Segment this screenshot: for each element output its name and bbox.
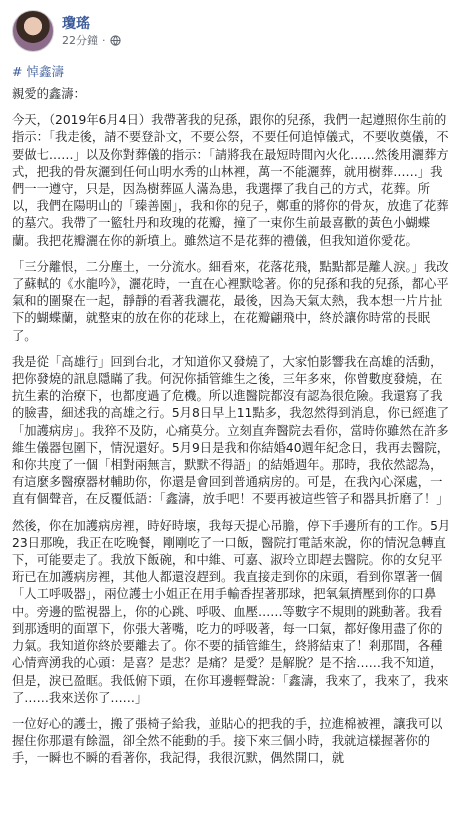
post-body	[12, 86, 454, 777]
paragraph: 一位好心的護士，搬了張椅子給我，並貼心的把我的手，拉進棉被裡，讓我可以握住你那還有餘溫，卻全然不能動的手。接下來三個小時，我就這樣握著你的手，一瞬也不瞬的看著你，我記得，我很沉默，偶然開口，就	[12, 716, 443, 766]
paragraph: 我是從「高雄行」回到台北，才知道你又發燒了，大家怕影響我在高雄的活動，把你發燒的訊息隱瞞了我。何況你插管維生之後，三年多來，你曾數度發燒，在抗生素的治療下，也都度過了危機。所以進醫院都沒有認為很危險。我還寫了我的臉書，細述我的高雄之行。5月8日早上11點多，我忽然得到消息，你已經進了「加護病房」。我猝不及防，心痛莫分。立刻直奔醫院去看你，當時你雖然在許多維生儀器包圍下，情況還好。5月9日是我和你結婚40週年紀念日，我再去醫院，和你共度了一個「相對兩無言，默默不得語」的結婚週年。那時，我依然認為，有這麼多醫療器材輔助你，你還是會回到普通病房的。可是，在我內心深處，一直有個聲音，在反覆低語：「鑫濤，放手吧！不要再被這些管子和器具折磨了！」	[12, 354, 450, 507]
post-meta	[62, 32, 121, 48]
paragraph: 然後，你在加護病房裡，時好時壞，我每天提心吊膽，停下手邊所有的工作。5月23日那晚，我正在吃晚餐，剛剛吃了一口飯，醫院打電話來說，你的情況急轉直下，可能要走了。我放下飯碗，和中維、可嘉、淑玲立即趕去醫院。你的女兒平珩已在加護病房裡，其他人都還沒趕到。我直接走到你的床頭，看到你罩著一個「人工呼吸器」，兩位護士小姐正在用手輸香捏著那球，把氧氣擠壓到你的口鼻中。旁邊的監視器上，你的心跳、呼吸、血壓……等數字不規則的跳動著。我看到那透明的面罩下，你張大著嘴，吃力的呼吸著，每一口氣，都好像用盡了你的力氣。我知道你終於要離去了。你不要的插管維生，終將結束了！剎那間，各種心情齊湧我的心頭：是喜？是悲？是痛？是愛？是解脫？是不捨……我不知道，但是，淚已盈眶。我低俯下頭，在你耳邊輕聲說：「鑫濤，我來了，我來了，我來了……我來送你了……」	[12, 518, 451, 705]
post-timestamp[interactable]: 22分鐘	[62, 34, 98, 47]
separator-dot: ·	[102, 33, 106, 47]
hashtag-link[interactable]: # 悼鑫濤	[12, 64, 64, 79]
author-name[interactable]: 瓊瑤	[62, 16, 90, 32]
salutation: 親愛的鑫濤：	[12, 87, 86, 101]
post-header	[12, 10, 452, 54]
globe-icon	[110, 35, 121, 46]
author-avatar[interactable]	[12, 10, 54, 52]
paragraph: 「三分離恨，二分塵土，一分流水。細看來，花落花飛，點點都是離人淚。」我改了蘇軾的《水龍吟》，灑花時，一直在心裡默唸著。你的兒孫和我的兒孫，都心平氣和的圍聚在一起，靜靜的看著我灑花，最後，因為天氣太熱，我本想一片片扯下的蝴蝶蘭，就整束的放在你的花球上，在花瓣翩飛中，終於讓你時常的長眠了。	[12, 259, 449, 343]
paragraph: 今天，（2019年6月4日）我帶著我的兒孫，跟你的兒孫，我們一起遵照你生前的指示：「我走後，請不要登訃文，不要公祭，不要任何追悼儀式，不要收奠儀，不要做七……」以及你對葬儀的指示：「請將我在最短時間內火化……然後用灑葬方式，把我的骨灰灑到任何山明水秀的山林裡，萬一不能灑葬，就用樹葬……」我們一一遵守，只是，因為樹葬區人滿為患，我選擇了我自己的方式，花葬。所以，我們在陽明山的「臻善園」，我和你的兒子，鄭重的將你的骨灰，放進了花葬的墓穴。我帶了一籃牡丹和玫瑰的花瓣，撞了一束你生前最喜歡的黃色小蝴蝶蘭。我把花瓣灑在你的新墳上。雖然這不是花葬的禮儀，但我知道你愛花。	[12, 113, 449, 248]
